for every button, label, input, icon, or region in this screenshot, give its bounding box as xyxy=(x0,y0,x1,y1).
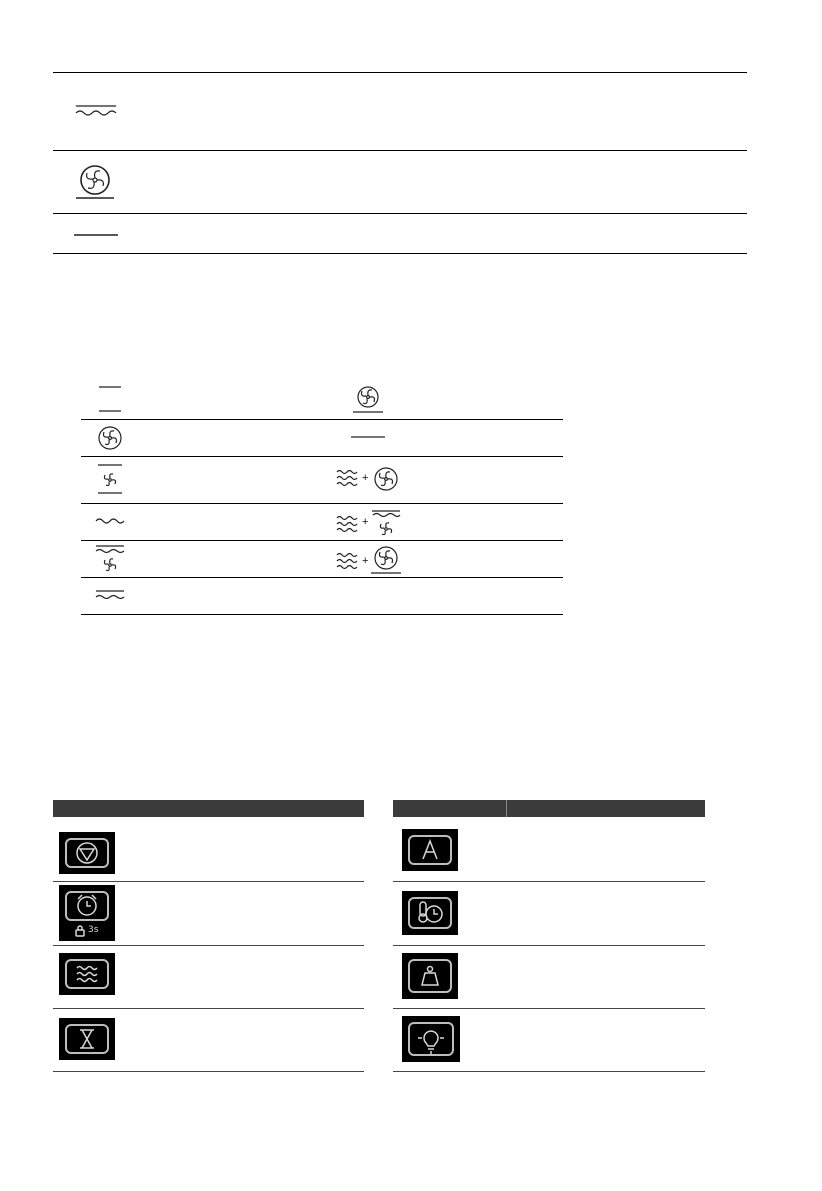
timer-key[interactable] xyxy=(59,885,115,941)
table-rule xyxy=(53,213,747,214)
table-rule xyxy=(53,945,364,946)
plus-sign: + xyxy=(362,516,369,528)
table-rule xyxy=(53,881,364,882)
table-rule xyxy=(393,881,705,882)
fan-icon xyxy=(97,425,123,451)
plus-sign: + xyxy=(362,472,369,484)
top-bottom-heat-icon xyxy=(98,384,122,414)
table-rule xyxy=(53,1008,364,1009)
table-rule xyxy=(53,1071,364,1072)
header-divider xyxy=(506,800,507,817)
top-heat-line-icon xyxy=(351,433,385,441)
plus-sign: + xyxy=(362,555,369,567)
start-triangle-icon xyxy=(75,841,99,865)
table-header xyxy=(53,800,364,817)
double-bottom-wave-icon xyxy=(95,589,125,601)
lock-icon xyxy=(74,925,86,937)
table-rule xyxy=(81,456,563,457)
thermometer-clock-icon xyxy=(417,900,445,926)
microwave-key[interactable] xyxy=(59,953,115,995)
auto-a-icon xyxy=(420,839,440,861)
fan-ring-heat-icon xyxy=(352,384,384,416)
table-rule xyxy=(393,945,705,946)
start-key[interactable] xyxy=(59,832,115,874)
top-heat-line-icon xyxy=(74,230,118,240)
microwave-plus-fan-top-heat-icon xyxy=(336,508,402,540)
table-rule xyxy=(81,577,563,578)
table-rule xyxy=(81,503,563,504)
microwave-waves-icon xyxy=(75,964,99,984)
light-bulb-icon xyxy=(417,1025,445,1055)
temp-time-key[interactable] xyxy=(402,891,458,935)
duration-key[interactable] xyxy=(59,1018,115,1060)
bottom-heat-wave-icon xyxy=(74,104,118,118)
weight-key[interactable] xyxy=(402,953,458,999)
table-rule xyxy=(53,150,747,151)
table-header xyxy=(393,800,705,817)
table-rule xyxy=(81,540,563,541)
fan-bottom-wave-icon xyxy=(95,544,125,576)
table-rule xyxy=(53,72,747,73)
fan-top-heat-icon xyxy=(97,462,123,496)
bottom-wave-icon xyxy=(95,516,125,526)
fan-with-ring-heat-icon xyxy=(73,163,117,201)
table-rule xyxy=(81,614,563,615)
hourglass-icon xyxy=(77,1028,97,1050)
table-rule xyxy=(393,1071,705,1072)
alarm-clock-icon xyxy=(75,893,99,917)
microwave-plus-fan-ring-icon xyxy=(336,545,402,577)
table-rule xyxy=(393,1008,705,1009)
table-rule xyxy=(81,419,563,420)
weight-icon xyxy=(419,964,441,988)
light-key[interactable] xyxy=(402,1016,460,1062)
lock-hold-label: 3s xyxy=(88,925,99,935)
auto-key[interactable] xyxy=(402,829,458,871)
table-rule xyxy=(53,253,747,254)
